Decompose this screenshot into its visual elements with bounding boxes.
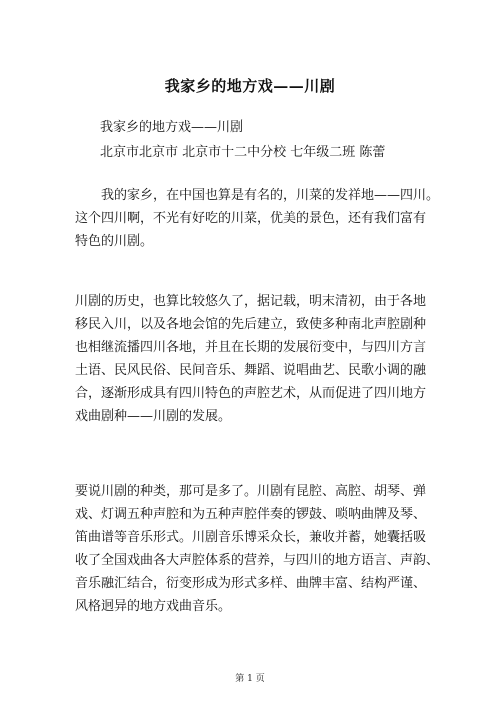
text-line: 收了全国戏曲各大声腔体系的营养，与四川的地方语言、声韵、 bbox=[75, 553, 440, 568]
text-line: 也相继流播四川各地，并且在长期的发展衍变中，与四川方言 bbox=[75, 340, 427, 355]
text-line: 戏、灯调五种声腔和为五种声腔伴奏的锣鼓、唢呐曲牌及琴、 bbox=[75, 507, 427, 522]
text-line: 笛曲谱等音乐形式。川剧音乐博采众长，兼收并蓄，她囊括吸 bbox=[75, 530, 427, 545]
paragraph-2 bbox=[75, 290, 435, 428]
paragraph-1 bbox=[75, 184, 440, 253]
text-line: 我的家乡，在中国也算是有名的，川菜的发祥地——四川。 bbox=[75, 188, 440, 203]
text-line: 土语、民风民俗、民间音乐、舞蹈、说唱曲艺、民歌小调的融 bbox=[75, 363, 427, 378]
page-number: 第 1 页 bbox=[235, 674, 265, 684]
text-line: 风格迥异的地方戏曲音乐。 bbox=[75, 599, 232, 614]
text-line: 特色的川剧。 bbox=[75, 234, 154, 249]
text-line: 要说川剧的种类，那可是多了。川剧有昆腔、高腔、胡琴、弹 bbox=[75, 484, 427, 499]
paragraph-3 bbox=[75, 480, 440, 618]
document-title: 我家乡的地方戏——川剧 bbox=[164, 77, 336, 95]
text-line: 合，逐渐形成具有四川特色的声腔艺术，从而促进了四川地方 bbox=[75, 386, 427, 401]
author-line: 北京市北京市 北京市十二中分校 七年级二班 陈蕾 bbox=[100, 145, 386, 160]
text-line: 这个四川啊，不光有好吃的川菜，优美的景色，还有我们富有 bbox=[75, 211, 427, 226]
text-line: 移民入川，以及各地会馆的先后建立，致使多种南北声腔剧种 bbox=[75, 317, 427, 332]
subtitle: 我家乡的地方戏——川剧 bbox=[100, 120, 244, 135]
text-line: 川剧的历史，也算比较悠久了，据记载，明末清初，由于各地 bbox=[75, 294, 427, 309]
text-line: 音乐融汇结合，衍变形成为形式多样、曲牌丰富、结构严谨、 bbox=[75, 576, 427, 591]
text-line: 戏曲剧种——川剧的发展。 bbox=[75, 409, 232, 424]
